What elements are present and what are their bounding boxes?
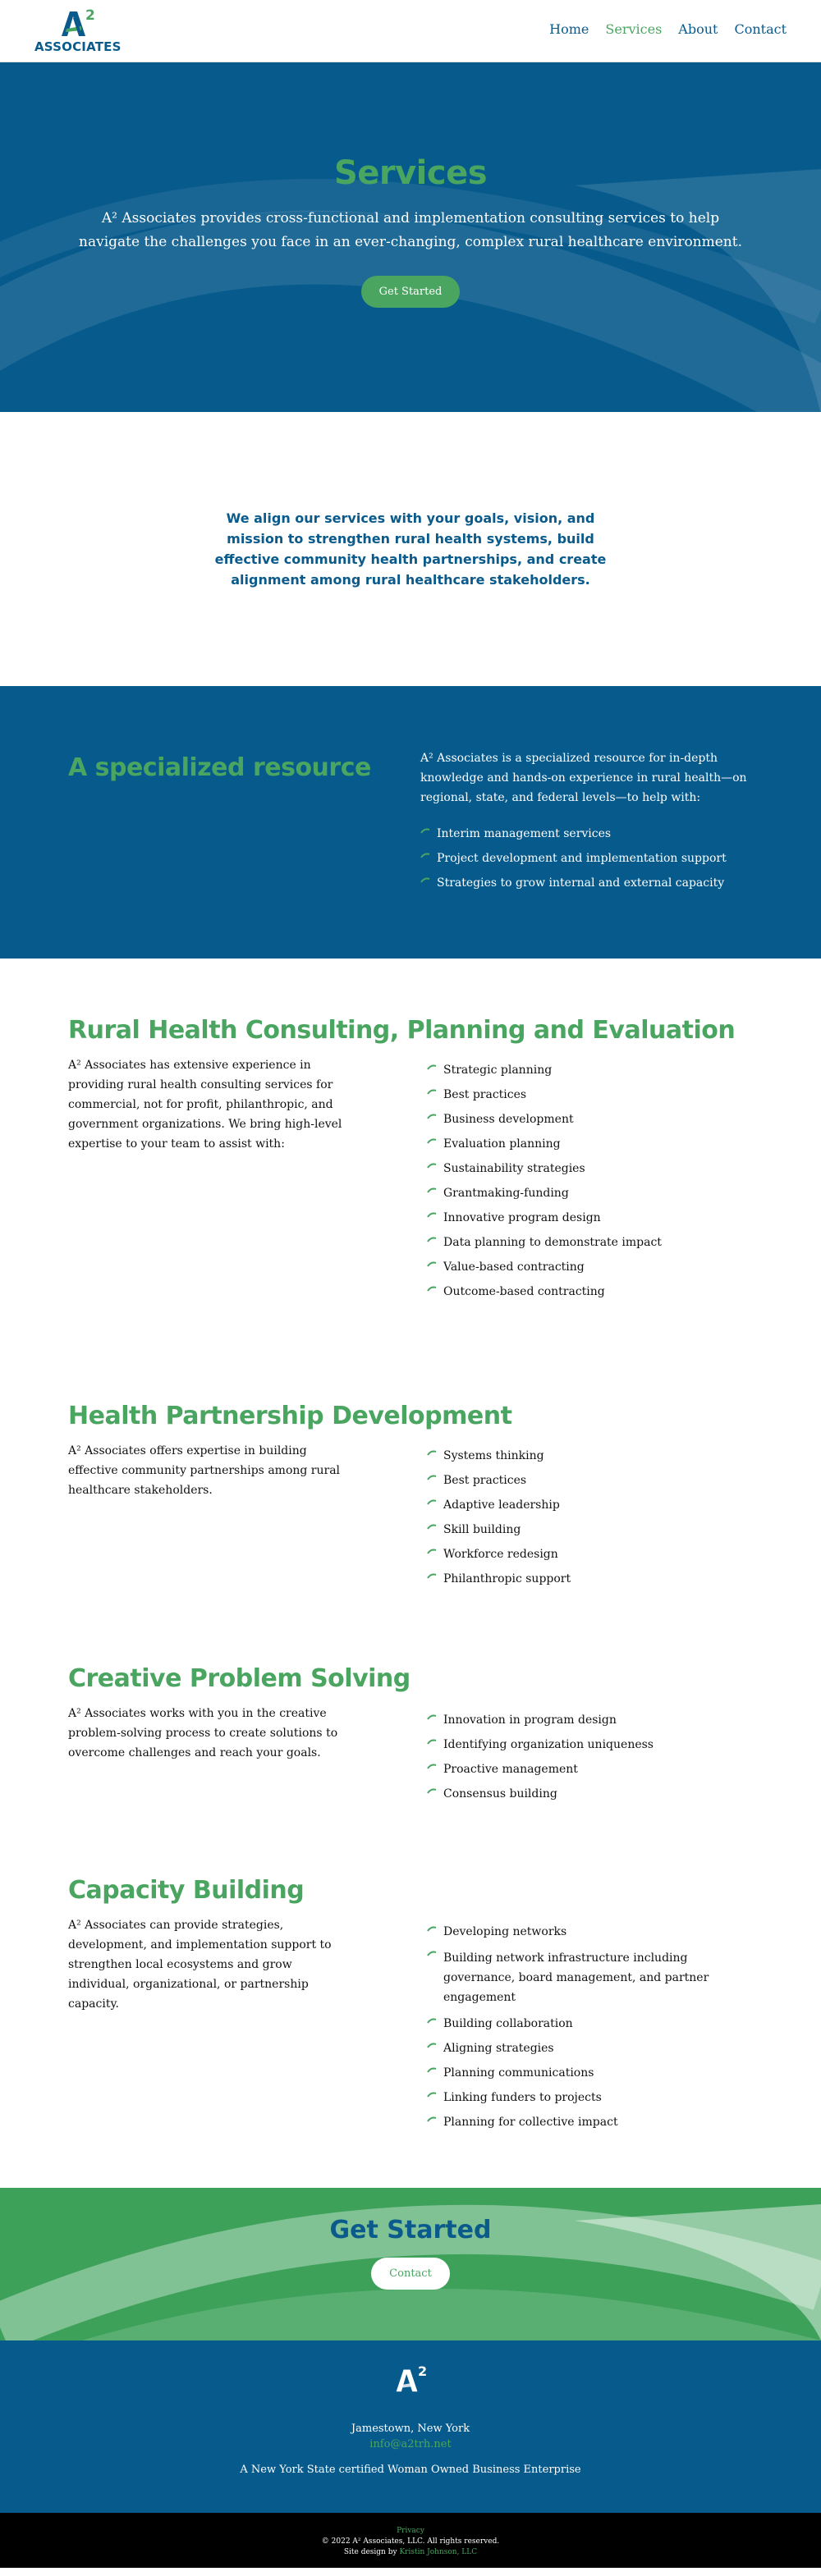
section-description: A² Associates can provide strategies, development, and implementation support to strengthen local ecosystems and grow individual, organizational, or partnership capacity. <box>68 1919 332 2011</box>
list-item: Aligning strategies <box>427 2040 755 2057</box>
designer-link[interactable]: Kristin Johnson, LLC <box>399 2548 478 2556</box>
swoosh-bullet-icon <box>427 2116 437 2123</box>
list-item: Value-based contracting <box>427 1259 755 1275</box>
list-item: Building network infrastructure including governance, board management, and partner engagement <box>427 1948 755 2007</box>
list-item: Innovative program design <box>427 1210 755 1226</box>
logo-superscript: 2 <box>85 7 95 24</box>
list-item: Project development and implementation support <box>420 850 749 867</box>
section-title: Health Partnership Development <box>68 1402 512 1430</box>
resource-section <box>0 686 821 959</box>
list-item: Data planning to demonstrate impact <box>427 1234 755 1251</box>
swoosh-bullet-icon <box>427 1450 437 1457</box>
swoosh-bullet-icon <box>427 1475 437 1481</box>
swoosh-bullet-icon <box>427 1237 437 1243</box>
swoosh-bullet-icon <box>420 828 430 835</box>
service-section-rural-health <box>0 959 821 1372</box>
list-item: Strategies to grow internal and external capacity <box>420 875 749 891</box>
list-item: Developing networks <box>427 1924 755 1940</box>
list-item: Grantmaking-funding <box>427 1185 755 1201</box>
list-item: Skill building <box>427 1521 755 1538</box>
site-header <box>0 0 821 62</box>
get-started-section <box>0 2188 821 2340</box>
section-description: A² Associates works with you in the creative problem-solving process to create solutions to overcome challenges and reach your goals. <box>68 1707 338 1759</box>
design-credit-prefix: Site design by <box>343 2548 397 2556</box>
swoosh-bullet-icon <box>427 1138 437 1145</box>
swoosh-bullet-icon <box>427 2067 437 2074</box>
site-logo[interactable] <box>34 7 122 54</box>
resource-title: A specialized resource <box>68 753 371 782</box>
mission-statement: We align our services with your goals, vision, and mission to strengthen rural health systems, build effective community health partnerships, and create alignment among rural healthcare stakeholders. <box>214 510 607 588</box>
swoosh-bullet-icon <box>427 2018 437 2025</box>
resource-list <box>420 826 749 891</box>
section-description: A² Associates has extensive experience in providing rural health consulting services for commercial, not for profit, philanthropic, and government organizations. We bring high-level expertise to your team to assist with: <box>68 1059 342 1151</box>
swoosh-bullet-icon <box>427 1499 437 1506</box>
list-item: Workforce redesign <box>427 1546 755 1563</box>
hero-section <box>0 62 821 412</box>
main-nav <box>549 21 787 37</box>
list-item: Proactive management <box>427 1761 755 1778</box>
swoosh-bullet-icon <box>427 1573 437 1580</box>
resource-content <box>420 748 749 899</box>
resource-description: A² Associates is a specialized resource for in-depth knowledge and hands-on experience in rural health—on regional, state, and federal levels—to help with: <box>420 752 747 804</box>
swoosh-bullet-icon <box>427 2043 437 2049</box>
list-item: Systems thinking <box>427 1448 755 1464</box>
list-item: Identifying organization uniqueness <box>427 1736 755 1753</box>
logo-wordmark: ASSOCIATES <box>34 39 122 54</box>
list-item: Innovation in program design <box>427 1712 755 1728</box>
get-started-button[interactable]: Get Started <box>361 276 461 308</box>
list-item: Planning for collective impact <box>427 2114 755 2130</box>
nav-home[interactable]: Home <box>549 21 589 37</box>
list-item: Interim management services <box>420 826 749 842</box>
section-description: A² Associates offers expertise in building effective community partnerships among rural healthcare stakeholders. <box>68 1444 341 1497</box>
mission-statement-section <box>0 412 821 686</box>
swoosh-bullet-icon <box>427 1163 437 1169</box>
service-section-partnership <box>0 1372 821 1636</box>
swoosh-bullet-icon <box>427 1714 437 1721</box>
list-item: Best practices <box>427 1472 755 1489</box>
swoosh-bullet-icon <box>427 1549 437 1555</box>
list-item: Planning communications <box>427 2065 755 2081</box>
swoosh-bullet-icon <box>427 1212 437 1219</box>
swoosh-bullet-icon <box>427 1114 437 1120</box>
swoosh-bullet-icon <box>427 1951 437 1957</box>
list-item: Philanthropic support <box>427 1571 755 1587</box>
copyright-text: © 2022 A² Associates, LLC. All rights reserved. <box>321 2537 500 2546</box>
page-title: Services <box>333 154 488 192</box>
site-footer <box>0 2340 821 2513</box>
footer-logo-icon <box>394 2367 420 2393</box>
section-list <box>427 1448 755 1595</box>
swoosh-bullet-icon <box>427 1261 437 1268</box>
service-section-capacity <box>0 1848 821 2188</box>
nav-about[interactable]: About <box>678 21 718 37</box>
footer-certification: A New York State certified Woman Owned Business Enterprise <box>240 2464 581 2476</box>
list-item: Business development <box>427 1111 755 1128</box>
list-item: Linking funders to projects <box>427 2089 755 2106</box>
swoosh-bullet-icon <box>420 877 430 884</box>
swoosh-bullet-icon <box>427 1089 437 1096</box>
footer-bottom-bar <box>0 2513 821 2568</box>
swoosh-bullet-icon <box>427 1286 437 1293</box>
logo-mark-icon <box>59 8 89 38</box>
swoosh-bullet-icon <box>427 1926 437 1933</box>
footer-logo-superscript: 2 <box>418 2363 428 2379</box>
swoosh-bullet-icon <box>420 853 430 859</box>
section-list <box>427 1712 755 1810</box>
hero-description: A² Associates provides cross-functional and implementation consulting services to help navigate the challenges you face in an ever-changing, complex rural healthcare environment. <box>79 210 742 250</box>
swoosh-bullet-icon <box>427 1064 437 1071</box>
list-item: Evaluation planning <box>427 1136 755 1152</box>
list-item: Consensus building <box>427 1786 755 1802</box>
service-section-problem-solving <box>0 1636 821 1848</box>
footer-location: Jamestown, New York <box>351 2423 470 2435</box>
swoosh-bullet-icon <box>427 1524 437 1531</box>
swoosh-bullet-icon <box>427 1764 437 1770</box>
section-list <box>427 1924 755 2139</box>
section-title: Creative Problem Solving <box>68 1664 410 1693</box>
list-item: Strategic planning <box>427 1062 755 1078</box>
cta-title: Get Started <box>329 2216 492 2244</box>
privacy-link[interactable]: Privacy <box>397 2527 424 2535</box>
list-item: Sustainability strategies <box>427 1160 755 1177</box>
swoosh-bullet-icon <box>427 1187 437 1194</box>
list-item: Outcome-based contracting <box>427 1283 755 1300</box>
list-item: Adaptive leadership <box>427 1497 755 1513</box>
contact-button[interactable]: Contact <box>371 2258 450 2290</box>
nav-services[interactable]: Services <box>605 21 663 37</box>
nav-contact[interactable]: Contact <box>734 21 787 37</box>
section-list <box>427 1062 755 1308</box>
swoosh-bullet-icon <box>427 1739 437 1746</box>
section-title: Capacity Building <box>68 1876 305 1905</box>
section-title: Rural Health Consulting, Planning and Evaluation <box>68 1016 736 1045</box>
swoosh-bullet-icon <box>427 2092 437 2098</box>
list-item: Building collaboration <box>427 2016 755 2032</box>
swoosh-bullet-icon <box>427 1788 437 1795</box>
list-item: Best practices <box>427 1087 755 1103</box>
footer-email-link[interactable]: info@a2trh.net <box>369 2438 452 2450</box>
